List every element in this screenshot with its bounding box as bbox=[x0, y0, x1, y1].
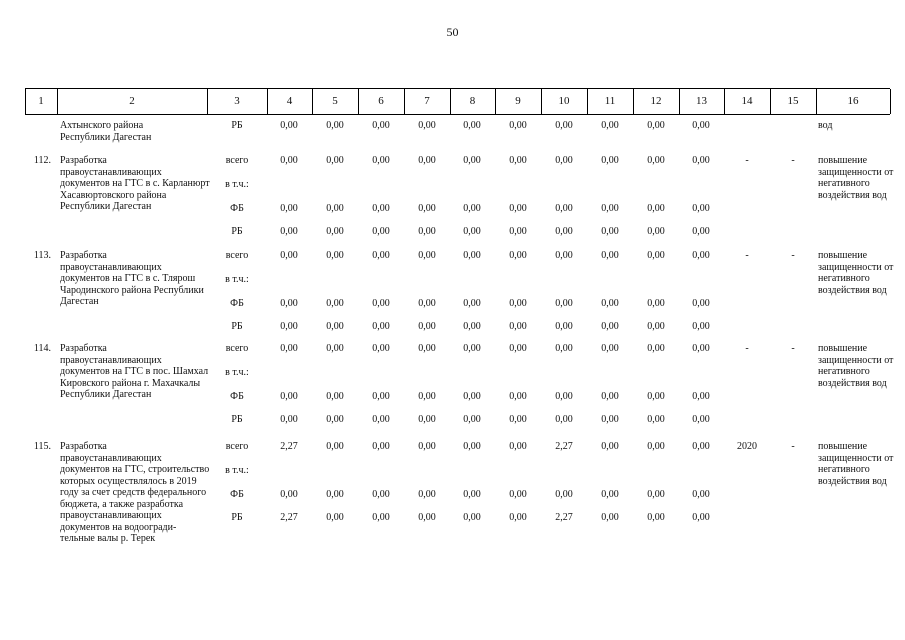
column-header-11: 11 bbox=[604, 95, 616, 107]
value-cell: 0,00 bbox=[601, 391, 619, 402]
value-cell: 0,00 bbox=[509, 343, 527, 354]
funding-label: в т.ч.: bbox=[225, 179, 249, 190]
row-name: Разработка правоустанавливающих документов на ГТС в с. Тлярош Чародинского района Республики Дагестан bbox=[60, 250, 204, 307]
column-header-2: 2 bbox=[129, 95, 135, 107]
value-cell: 0,00 bbox=[692, 120, 710, 131]
value-cell: 0,00 bbox=[509, 155, 527, 166]
value-cell: 0,00 bbox=[280, 226, 298, 237]
value-cell: 0,00 bbox=[326, 321, 344, 332]
column-header-7: 7 bbox=[424, 95, 430, 107]
column-divider bbox=[207, 89, 208, 114]
value-cell: 0,00 bbox=[418, 120, 436, 131]
value-cell: 0,00 bbox=[647, 203, 665, 214]
value-cell: 0,00 bbox=[509, 298, 527, 309]
column-header-3: 3 bbox=[234, 95, 240, 107]
value-cell: 0,00 bbox=[601, 203, 619, 214]
value-cell: 2,27 bbox=[280, 512, 298, 523]
table-header bbox=[25, 88, 890, 115]
continuation-name-line: Республики Дагестан bbox=[60, 132, 152, 143]
value-cell: 0,00 bbox=[280, 391, 298, 402]
value-cell: 0,00 bbox=[463, 226, 481, 237]
value-cell: 0,00 bbox=[692, 391, 710, 402]
column-divider bbox=[312, 89, 313, 114]
value-cell: 0,00 bbox=[509, 120, 527, 131]
column-15-value: - bbox=[791, 155, 795, 166]
value-cell: 0,00 bbox=[601, 120, 619, 131]
column-divider bbox=[404, 89, 405, 114]
value-cell: 0,00 bbox=[418, 321, 436, 332]
value-cell: 0,00 bbox=[647, 321, 665, 332]
value-cell: 0,00 bbox=[418, 298, 436, 309]
value-cell: 0,00 bbox=[647, 226, 665, 237]
column-divider bbox=[587, 89, 588, 114]
value-cell: 0,00 bbox=[509, 391, 527, 402]
value-cell: 0,00 bbox=[418, 512, 436, 523]
column-header-13: 13 bbox=[696, 95, 707, 107]
value-cell: 0,00 bbox=[601, 226, 619, 237]
row-name: Разработка правоустанавливающих документов на ГТС в пос. Шамхал Кировского района г. Махачкалы Республики Дагестан bbox=[60, 343, 209, 400]
page-number: 50 bbox=[446, 25, 459, 39]
funding-label: в т.ч.: bbox=[225, 274, 249, 285]
column-divider bbox=[816, 89, 817, 114]
funding-label: РБ bbox=[231, 120, 243, 131]
row-number: 113. bbox=[33, 250, 51, 261]
value-cell: 0,00 bbox=[280, 414, 298, 425]
value-cell: 0,00 bbox=[647, 414, 665, 425]
value-cell: 2,27 bbox=[280, 441, 298, 452]
value-cell: 0,00 bbox=[372, 250, 390, 261]
value-cell: 0,00 bbox=[647, 391, 665, 402]
value-cell: 0,00 bbox=[692, 298, 710, 309]
value-cell: 0,00 bbox=[463, 512, 481, 523]
row-name: Разработка правоустанавливающих документов на ГТС, строительство которых осуществлялось в 2019 году за счет средств федерального бюджета, а также разработка правоустанавливающих документов на водоогради-тельные валы р. Терек bbox=[60, 441, 210, 544]
value-cell: 0,00 bbox=[692, 414, 710, 425]
value-cell: 0,00 bbox=[555, 414, 573, 425]
value-cell: 0,00 bbox=[326, 489, 344, 500]
value-cell: 0,00 bbox=[372, 391, 390, 402]
column-divider bbox=[495, 89, 496, 114]
value-cell: 0,00 bbox=[280, 321, 298, 332]
funding-label: всего bbox=[225, 441, 249, 452]
value-cell: 0,00 bbox=[326, 414, 344, 425]
value-cell: 0,00 bbox=[555, 120, 573, 131]
value-cell: 0,00 bbox=[647, 250, 665, 261]
value-cell: 0,00 bbox=[280, 203, 298, 214]
value-cell: 0,00 bbox=[372, 155, 390, 166]
value-cell: 0,00 bbox=[509, 203, 527, 214]
funding-label: всего bbox=[225, 250, 249, 261]
value-cell: 0,00 bbox=[463, 343, 481, 354]
value-cell: 0,00 bbox=[418, 203, 436, 214]
value-cell: 0,00 bbox=[326, 203, 344, 214]
value-cell: 0,00 bbox=[463, 489, 481, 500]
value-cell: 0,00 bbox=[280, 120, 298, 131]
value-cell: 0,00 bbox=[601, 441, 619, 452]
funding-label: РБ bbox=[231, 414, 243, 425]
value-cell: 0,00 bbox=[509, 414, 527, 425]
column-header-15: 15 bbox=[787, 95, 799, 107]
row-number: 112. bbox=[33, 155, 51, 166]
value-cell: 0,00 bbox=[280, 298, 298, 309]
value-cell: 0,00 bbox=[372, 441, 390, 452]
value-cell: 0,00 bbox=[601, 250, 619, 261]
value-cell: 0,00 bbox=[372, 489, 390, 500]
column-header-9: 9 bbox=[515, 95, 521, 107]
value-cell: 0,00 bbox=[418, 250, 436, 261]
row-note: повышение защищенности от негативного воздействия вод bbox=[818, 155, 894, 201]
funding-label: ФБ bbox=[230, 203, 244, 214]
row-note: повышение защищенности от негативного воздействия вод bbox=[818, 343, 894, 389]
value-cell: 0,00 bbox=[692, 489, 710, 500]
value-cell: 0,00 bbox=[418, 343, 436, 354]
value-cell: 0,00 bbox=[463, 203, 481, 214]
value-cell: 0,00 bbox=[372, 414, 390, 425]
value-cell: 0,00 bbox=[372, 512, 390, 523]
value-cell: 0,00 bbox=[463, 155, 481, 166]
funding-label: РБ bbox=[231, 512, 243, 523]
row-number: 114. bbox=[33, 343, 51, 354]
funding-label: в т.ч.: bbox=[225, 465, 249, 476]
row-note: вод bbox=[818, 120, 833, 131]
column-header-10: 10 bbox=[558, 95, 570, 107]
value-cell: 0,00 bbox=[280, 343, 298, 354]
value-cell: 0,00 bbox=[326, 391, 344, 402]
value-cell: 0,00 bbox=[463, 441, 481, 452]
funding-label: РБ bbox=[231, 321, 243, 332]
value-cell: 0,00 bbox=[692, 203, 710, 214]
funding-label: всего bbox=[225, 343, 249, 354]
value-cell: 0,00 bbox=[692, 512, 710, 523]
column-divider bbox=[25, 89, 26, 114]
value-cell: 0,00 bbox=[692, 441, 710, 452]
column-header-1: 1 bbox=[38, 95, 44, 107]
value-cell: 0,00 bbox=[601, 298, 619, 309]
funding-label: ФБ bbox=[230, 391, 244, 402]
value-cell: 0,00 bbox=[418, 155, 436, 166]
value-cell: 0,00 bbox=[647, 298, 665, 309]
value-cell: 0,00 bbox=[647, 155, 665, 166]
value-cell: 0,00 bbox=[647, 120, 665, 131]
value-cell: 0,00 bbox=[601, 512, 619, 523]
value-cell: 0,00 bbox=[463, 298, 481, 309]
column-divider bbox=[57, 89, 58, 114]
value-cell: 0,00 bbox=[280, 250, 298, 261]
value-cell: 0,00 bbox=[601, 321, 619, 332]
value-cell: 0,00 bbox=[692, 343, 710, 354]
column-divider bbox=[679, 89, 680, 114]
row-note: повышение защищенности от негативного воздействия вод bbox=[818, 441, 894, 487]
column-divider bbox=[267, 89, 268, 114]
value-cell: 0,00 bbox=[647, 489, 665, 500]
column-divider bbox=[633, 89, 634, 114]
funding-label: ФБ bbox=[230, 298, 244, 309]
value-cell: 0,00 bbox=[555, 321, 573, 332]
value-cell: 0,00 bbox=[555, 298, 573, 309]
value-cell: 0,00 bbox=[555, 155, 573, 166]
column-header-5: 5 bbox=[332, 95, 338, 107]
column-header-14: 14 bbox=[741, 95, 753, 107]
value-cell: 0,00 bbox=[555, 250, 573, 261]
row-name: Разработка правоустанавливающих документов на ГТС в с. Карланюрт Хасавюртовского района Республики Дагестан bbox=[60, 155, 210, 212]
column-15-value: - bbox=[791, 250, 795, 261]
value-cell: 0,00 bbox=[509, 441, 527, 452]
value-cell: 0,00 bbox=[647, 441, 665, 452]
value-cell: 0,00 bbox=[418, 414, 436, 425]
value-cell: 0,00 bbox=[555, 203, 573, 214]
completion-year: - bbox=[745, 250, 749, 261]
value-cell: 0,00 bbox=[418, 391, 436, 402]
value-cell: 0,00 bbox=[601, 343, 619, 354]
value-cell: 0,00 bbox=[463, 391, 481, 402]
value-cell: 0,00 bbox=[509, 489, 527, 500]
value-cell: 0,00 bbox=[372, 343, 390, 354]
value-cell: 0,00 bbox=[692, 155, 710, 166]
value-cell: 0,00 bbox=[326, 441, 344, 452]
value-cell: 0,00 bbox=[372, 226, 390, 237]
value-cell: 0,00 bbox=[509, 512, 527, 523]
value-cell: 2,27 bbox=[555, 512, 573, 523]
column-divider bbox=[890, 89, 891, 114]
value-cell: 0,00 bbox=[372, 298, 390, 309]
column-divider bbox=[724, 89, 725, 114]
value-cell: 0,00 bbox=[372, 321, 390, 332]
value-cell: 0,00 bbox=[601, 489, 619, 500]
completion-year: - bbox=[745, 343, 749, 354]
value-cell: 0,00 bbox=[555, 226, 573, 237]
value-cell: 0,00 bbox=[463, 250, 481, 261]
column-header-4: 4 bbox=[286, 95, 293, 107]
value-cell: 0,00 bbox=[509, 226, 527, 237]
value-cell: 0,00 bbox=[692, 250, 710, 261]
value-cell: 0,00 bbox=[555, 489, 573, 500]
value-cell: 0,00 bbox=[509, 321, 527, 332]
column-15-value: - bbox=[791, 343, 795, 354]
value-cell: 0,00 bbox=[601, 414, 619, 425]
value-cell: 0,00 bbox=[326, 343, 344, 354]
value-cell: 0,00 bbox=[692, 321, 710, 332]
value-cell: 0,00 bbox=[280, 489, 298, 500]
value-cell: 0,00 bbox=[372, 120, 390, 131]
value-cell: 0,00 bbox=[418, 226, 436, 237]
funding-label: РБ bbox=[231, 226, 243, 237]
column-header-16: 16 bbox=[847, 95, 859, 107]
value-cell: 0,00 bbox=[463, 321, 481, 332]
column-15-value: - bbox=[791, 441, 795, 452]
funding-label: всего bbox=[225, 155, 249, 166]
column-divider bbox=[541, 89, 542, 114]
value-cell: 0,00 bbox=[326, 120, 344, 131]
value-cell: 0,00 bbox=[326, 250, 344, 261]
value-cell: 2,27 bbox=[555, 441, 573, 452]
completion-year: - bbox=[745, 155, 749, 166]
funding-label: в т.ч.: bbox=[225, 367, 249, 378]
column-header-6: 6 bbox=[378, 95, 384, 107]
value-cell: 0,00 bbox=[326, 298, 344, 309]
value-cell: 0,00 bbox=[601, 155, 619, 166]
value-cell: 0,00 bbox=[326, 512, 344, 523]
value-cell: 0,00 bbox=[647, 512, 665, 523]
value-cell: 0,00 bbox=[647, 343, 665, 354]
continuation-name-line: Ахтынского района bbox=[60, 120, 144, 131]
value-cell: 0,00 bbox=[555, 343, 573, 354]
row-number: 115. bbox=[33, 441, 51, 452]
column-header-12: 12 bbox=[650, 95, 662, 107]
value-cell: 0,00 bbox=[463, 120, 481, 131]
value-cell: 0,00 bbox=[372, 203, 390, 214]
column-divider bbox=[358, 89, 359, 114]
value-cell: 0,00 bbox=[692, 226, 710, 237]
value-cell: 0,00 bbox=[326, 155, 344, 166]
value-cell: 0,00 bbox=[280, 155, 298, 166]
value-cell: 0,00 bbox=[326, 226, 344, 237]
value-cell: 0,00 bbox=[509, 250, 527, 261]
row-note: повышение защищенности от негативного воздействия вод bbox=[818, 250, 894, 296]
column-header-8: 8 bbox=[469, 95, 476, 107]
column-divider bbox=[450, 89, 451, 114]
value-cell: 0,00 bbox=[555, 391, 573, 402]
value-cell: 0,00 bbox=[463, 414, 481, 425]
value-cell: 0,00 bbox=[418, 489, 436, 500]
column-divider bbox=[770, 89, 771, 114]
completion-year: 2020 bbox=[737, 441, 757, 452]
value-cell: 0,00 bbox=[418, 441, 436, 452]
funding-label: ФБ bbox=[230, 489, 244, 500]
